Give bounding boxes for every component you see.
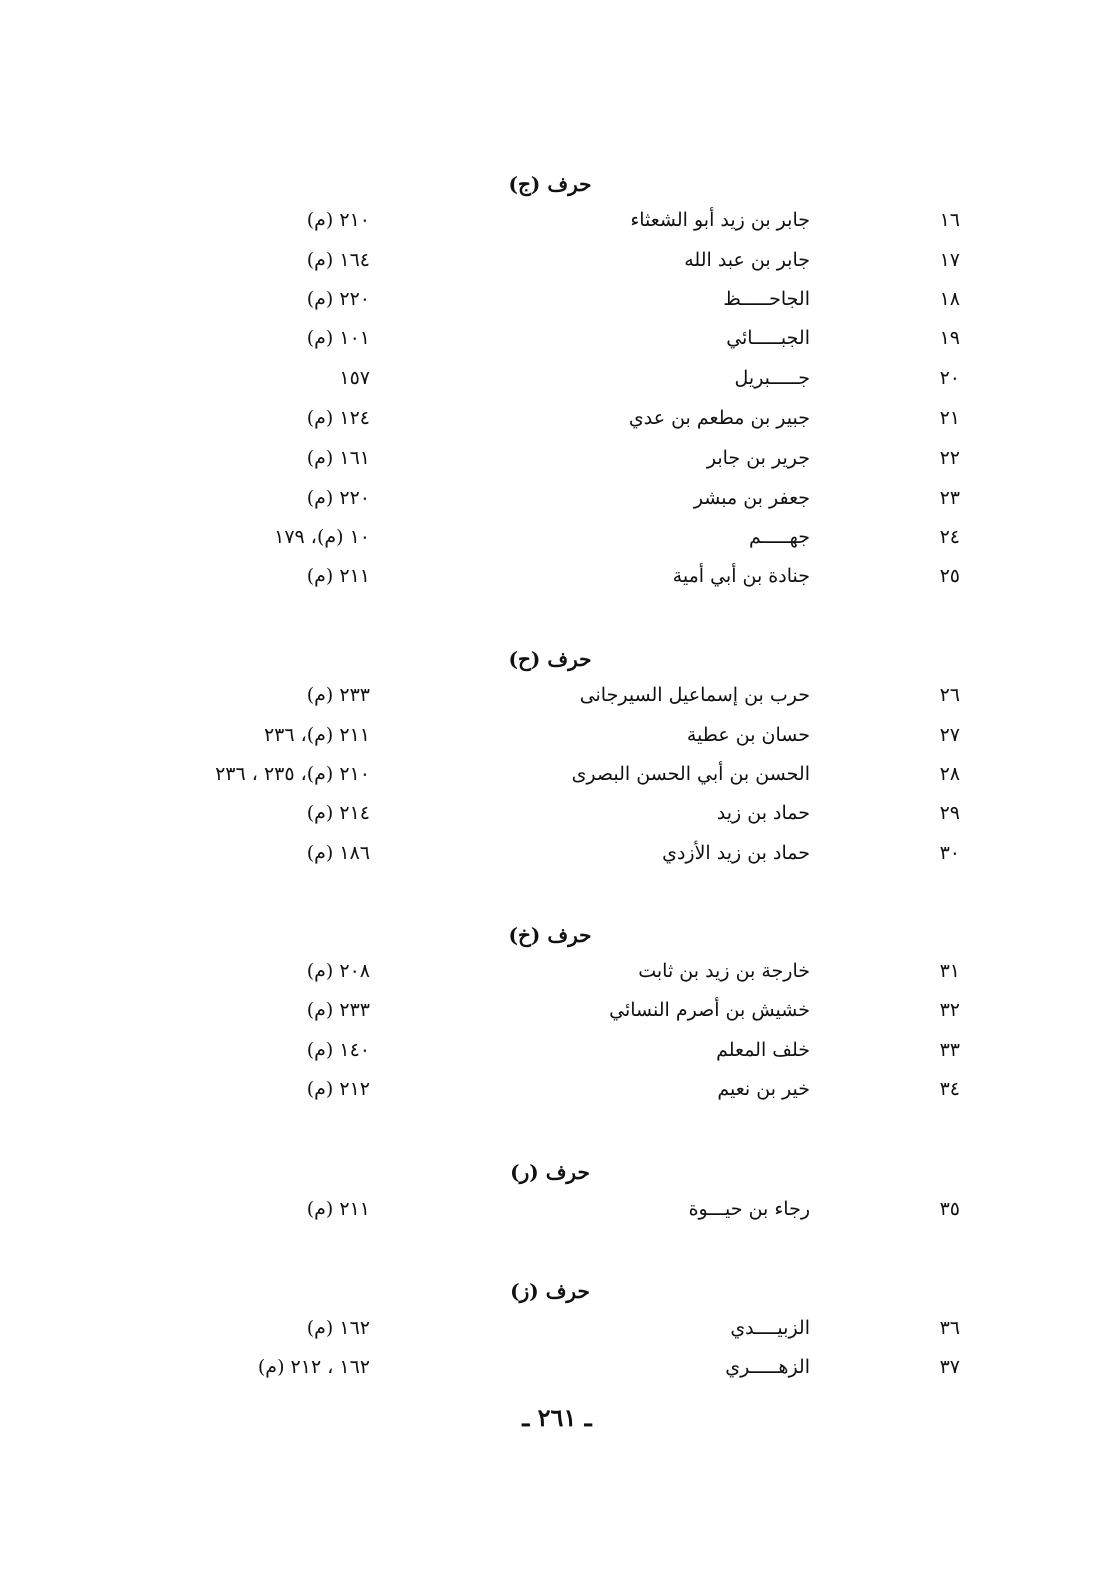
entry-number: ٣١ [939, 960, 960, 982]
entry-pages: ٢٣٣ (م) [306, 684, 370, 706]
entry-name: الجبـــــائي [726, 327, 810, 349]
entry-number: ٢٨ [939, 763, 960, 785]
entry-number: ٢٥ [939, 565, 960, 587]
index-entry [0, 1078, 1115, 1108]
entry-number: ١٩ [939, 327, 960, 349]
entry-number: ٢٧ [939, 724, 960, 746]
index-entry [0, 684, 1115, 714]
entry-pages: ٢١١ (م) [306, 1198, 370, 1220]
entry-pages: ١٤٠ (م) [306, 1039, 370, 1061]
entry-name: الجاحـــــظ [723, 288, 810, 310]
entry-pages: ٢١١ (م) [306, 565, 370, 587]
entry-name: خلف المعلم [716, 1039, 810, 1061]
entry-name: رجاء بن حيـــوة [688, 1198, 810, 1220]
entry-pages: ٢٣٣ (م) [306, 999, 370, 1021]
entry-number: ١٧ [939, 249, 960, 271]
entry-pages: ٢١٤ (م) [306, 802, 370, 824]
index-entry [0, 999, 1115, 1029]
entry-name: جابر بن زيد أبو الشعثاء [630, 209, 810, 231]
entry-pages: ١٨٦ (م) [306, 842, 370, 864]
entry-name: خارجة بن زيد بن ثابت [638, 960, 810, 982]
entry-name: جنادة بن أبي أمية [672, 565, 810, 587]
entry-number: ٢١ [939, 407, 960, 429]
entry-pages: ٢١٠ (م)، ٢٣٥ ، ٢٣٦ [215, 763, 370, 785]
entry-number: ٢٤ [939, 526, 960, 548]
entry-number: ٣٦ [939, 1317, 960, 1339]
entry-number: ٣٣ [939, 1039, 960, 1061]
index-entry [0, 960, 1115, 990]
index-entry [0, 327, 1115, 357]
index-entry [0, 447, 1115, 477]
entry-pages: ٢٢٠ (م) [306, 288, 370, 310]
entry-number: ٣٥ [939, 1198, 960, 1220]
entry-name: حسان بن عطية [686, 724, 810, 746]
entry-number: ١٦ [939, 209, 960, 231]
index-entry [0, 1356, 1115, 1386]
entry-name: جعفر بن مبشر [693, 487, 810, 509]
entry-pages: ٢١٠ (م) [306, 209, 370, 231]
entry-number: ٢٩ [939, 802, 960, 824]
index-entry [0, 1198, 1115, 1228]
entry-pages: ١٦٢ (م) [306, 1317, 370, 1339]
section-heading: حرف (ز) [510, 1279, 590, 1303]
section-heading: حرف (ر) [510, 1160, 590, 1184]
index-entry [0, 288, 1115, 318]
page-number: ـ ٢٦١ ـ [522, 1403, 592, 1432]
index-entry [0, 487, 1115, 517]
index-entry [0, 802, 1115, 832]
entry-number: ١٨ [939, 288, 960, 310]
entry-name: جابر بن عبد الله [684, 249, 810, 271]
entry-pages: ١٠ (م)، ١٧٩ [274, 526, 370, 548]
index-entry [0, 1039, 1115, 1069]
index-entry [0, 407, 1115, 437]
section-heading: حرف (ح) [508, 647, 592, 671]
index-entry [0, 763, 1115, 793]
section-heading: حرف (ج) [508, 172, 592, 196]
index-entry [0, 209, 1115, 239]
entry-number: ٢٢ [939, 447, 960, 469]
entry-pages: ٢٠٨ (م) [306, 960, 370, 982]
entry-name: حماد بن زيد الأزدي [662, 842, 810, 864]
entry-name: خشيش بن أصرم النسائي [609, 999, 810, 1021]
section-heading: حرف (خ) [508, 923, 592, 947]
entry-number: ٣٢ [939, 999, 960, 1021]
entry-name: الزبيــــدي [730, 1317, 810, 1339]
index-entry [0, 526, 1115, 556]
entry-number: ٢٦ [939, 684, 960, 706]
entry-name: الزهـــــري [725, 1356, 810, 1378]
entry-number: ٢٣ [939, 487, 960, 509]
entry-pages: ١٦٢ ، ٢١٢ (م) [257, 1356, 370, 1378]
entry-pages: ٢٢٠ (م) [306, 487, 370, 509]
entry-pages: ١٠١ (م) [306, 327, 370, 349]
entry-name: جرير بن جابر [706, 447, 810, 469]
entry-name: حماد بن زيد [716, 802, 810, 824]
entry-number: ٣٧ [939, 1356, 960, 1378]
entry-name: الحسن بن أبي الحسن البصرى [571, 763, 810, 785]
entry-pages: ١٦١ (م) [306, 447, 370, 469]
entry-pages: ٢١١ (م)، ٢٣٦ [263, 724, 370, 746]
entry-number: ٣٠ [939, 842, 960, 864]
entry-name: جهـــــم [749, 526, 810, 548]
index-entry [0, 724, 1115, 754]
entry-name: خير بن نعيم [717, 1078, 810, 1100]
entry-name: جبير بن مطعم بن عدي [628, 407, 810, 429]
entry-pages: ٢١٢ (م) [306, 1078, 370, 1100]
entry-number: ٢٠ [939, 367, 960, 389]
entry-pages: ١٦٤ (م) [306, 249, 370, 271]
entry-name: جـــــبريل [734, 367, 810, 389]
index-entry [0, 1317, 1115, 1347]
entry-name: حرب بن إسماعيل السيرجانى [579, 684, 810, 706]
index-entry [0, 842, 1115, 872]
index-entry [0, 249, 1115, 279]
entry-number: ٣٤ [939, 1078, 960, 1100]
index-entry [0, 367, 1115, 397]
index-entry [0, 565, 1115, 595]
entry-pages: ١٢٤ (م) [306, 407, 370, 429]
entry-pages: ١٥٧ [339, 367, 370, 389]
